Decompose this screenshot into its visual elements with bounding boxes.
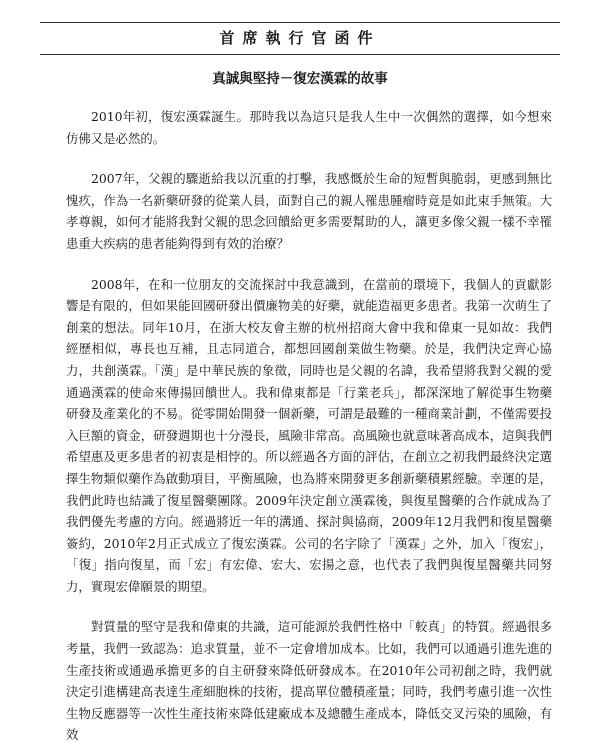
header-bottom-rule [40,54,560,55]
paragraph-2: 2007年，父親的驟逝給我以沉重的打擊，我感慨於生命的短暫與脆弱，更感到無比愧疚，作為一名新藥研發的從業人員，面對自己的親人罹患腫瘤時竟是如此束手無策。大孝尊親，如何才能將我對父親的思念回饋給更多需要幫助的人，讓更多像父親一樣不幸罹患重大疾病的患者能夠得到有效的治療？ [66,171,552,251]
paragraph-1: 2010年初，復宏漢霖誕生。那時我以為這只是我人生中一次偶然的選擇，如今想來仿佛又是必然的。 [66,109,552,146]
article-body [66,106,552,746]
header-top-rule [40,22,560,23]
page-header-title: 首席執行官函件 [219,29,381,47]
paragraph-3: 2008年，在和一位朋友的交流探討中我意識到，在當前的環境下，我個人的貢獻影響是有限的，但如果能回國研發出價廉物美的好藥，就能造福更多患者。我第一次萌生了創業的想法。同年10月，在浙大校友會主辦的杭州招商大會中我和偉東一見如故：我們經歷相似，專長也互補，且志同道合，都想回國創業做生物藥。於是，我們決定齊心協力，共創漢霖。「漢」是中華民族的象徵，同時也是父親的名諱，我希望將我對父親的愛通過漢霖的使命來傳揚回饋世人。我和偉東都是「行業老兵」，都深深地了解從事生物藥研發及產業化的不易。從零開始開發一個新藥，可謂是最難的一種商業計劃，不僅需要投入巨額的資金，研發週期也十分漫長，風險非常高。高風險也就意味著高成本，這與我們希望惠及更多患者的初衷是相悖的。所以經過各方面的評估，在創立之初我們最終決定選擇生物類似藥作為啟動項目，平衡風險，也為將來開發更多創新藥積累經驗。幸運的是，我們此時也結識了復星醫藥團隊。2009年決定創立漢霖後，與復星醫藥的合作就成為了我們優先考慮的方向。經過將近一年的溝通、探討與協商，2009年12月我們和復星醫藥簽約，2010年2月正式成立了復宏漢霖。公司的名字除了「漢霖」之外，加入「復宏」，「復」指向復星，而「宏」有宏偉、宏大、宏揚之意，也代表了我們與復星醫藥共同努力，實現宏偉願景的期望。 [66,276,552,594]
paragraph-4: 對質量的堅守是我和偉東的共識，這可能源於我們性格中「較真」的特質。經過很多考量，我們一致認為：追求質量，並不一定會增加成本。比如，我們可以通過引進先進的生產技術或通過承擔更多的自主研發來降低研發成本。在2010年公司初創之時，我們就決定引進構建高表達生產細胞株的技術，提高單位體積產量；同時，我們考慮引進一次性生物反應器等一次性生產技術來降低建廠成本及總體生產成本，降低交叉污染的風險，有效 [66,619,552,743]
article-title: 真誠與堅持－復宏漢霖的故事 [212,71,388,87]
